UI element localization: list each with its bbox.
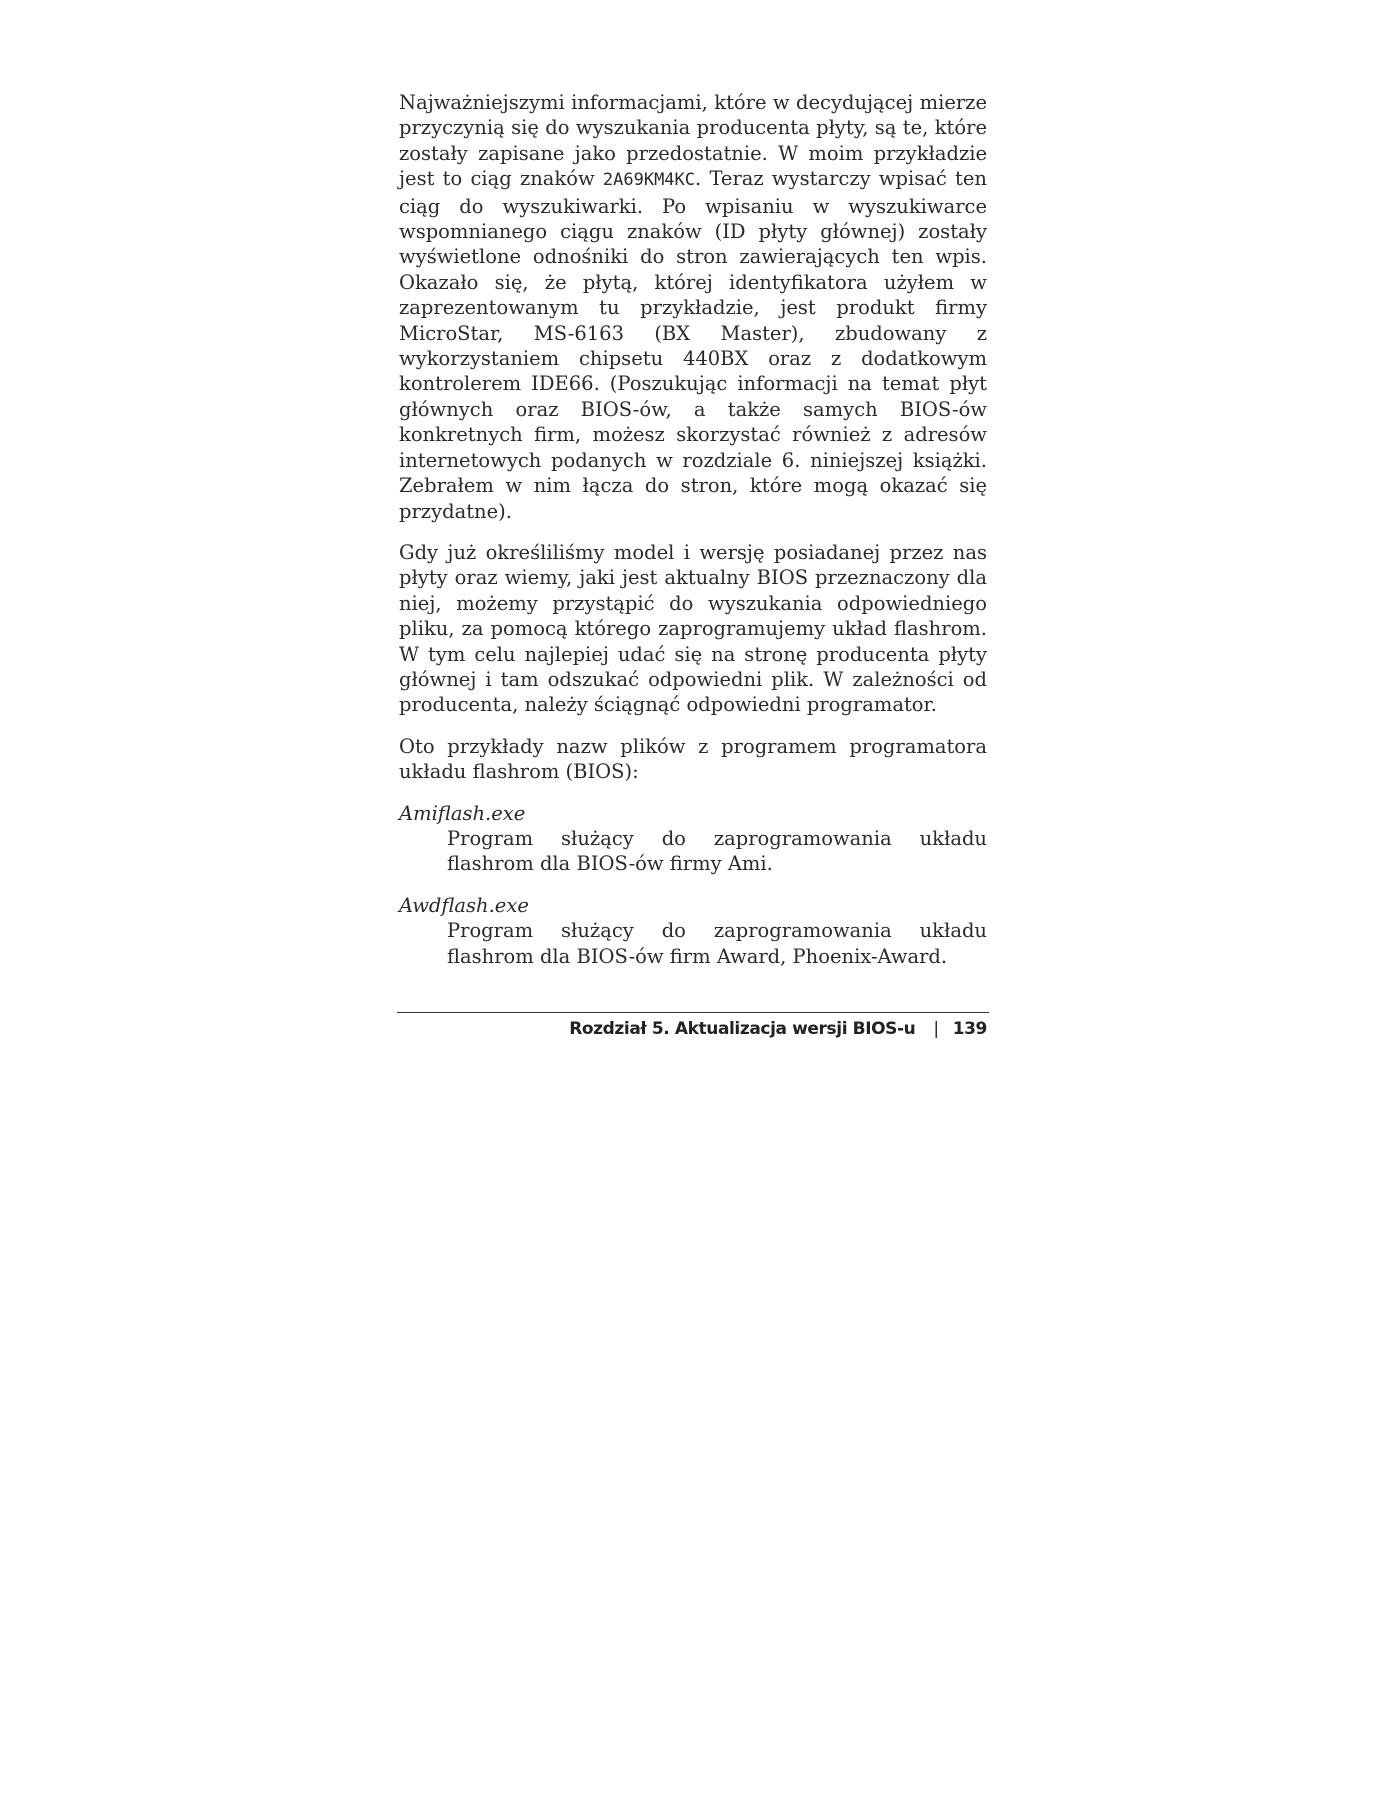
definition-description-amiflash: Program służący do zaprogramowania układu flashrom dla BIOS-ów firmy Ami. xyxy=(447,826,987,876)
paragraph-1-text-end: . Teraz wystarczy wpisać ten ciąg do wyszukiwarki. Po wpisaniu w wyszukiwarce wspomnianego ciągu znaków (ID płyty głównej) zostały wyświetlone odnośniki do stron zawierających ten wpis. Okazało się, że płytą, której identyfikatora użyłem w zaprezentowanym tu przykładzie, jest produkt firmy MicroStar, MS-6163 (BX Master), zbudowany z wykorzystaniem chipsetu 440BX oraz z dodatkowym kontrolerem IDE66. (Poszukując informacji na temat płyt głównych oraz BIOS-ów, a także samych BIOS-ów konkretnych firm, możesz skorzystać również z adresów internetowych podanych w rozdziale 6. niniejszej książki. Zebrałem w nim łącza do stron, które mogą okazać się przydatne). xyxy=(399,167,987,523)
footer-chapter-title: Rozdział 5. Aktualizacja wersji BIOS-u xyxy=(569,1019,916,1039)
board-id-code: 2A69KM4KC xyxy=(602,170,696,191)
footer-divider xyxy=(397,1012,989,1013)
page-footer xyxy=(397,1018,987,1040)
footer-separator: | xyxy=(933,1019,939,1039)
paragraph-3: Oto przykłady nazw plików z programem programatora układu flashrom (BIOS): xyxy=(399,734,987,784)
page-body xyxy=(399,90,987,985)
page-number: 139 xyxy=(952,1019,987,1039)
definition-description-awdflash: Program służący do zaprogramowania układu flashrom dla BIOS-ów firm Award, Phoenix-Award. xyxy=(447,919,987,968)
paragraph-1 xyxy=(399,90,987,524)
definition-list xyxy=(399,801,987,969)
paragraph-2: Gdy już określiliśmy model i wersję posiadanej przez nas płyty oraz wiemy, jaki jest aktualny BIOS przeznaczony dla niej, możemy przystąpić do wyszukania odpowiedniego pliku, za pomocą którego zaprogramujemy układ flashrom. W tym celu najlepiej udać się na stronę producenta płyty głównej i tam odszukać odpowiedni plik. W zależności od producenta, należy ściągnąć odpowiedni programator. xyxy=(399,540,987,717)
definition-term-awdflash: Awdflash.exe xyxy=(399,893,529,917)
definition-term-amiflash: Amiflash.exe xyxy=(399,801,526,825)
paragraph-1-text-start: Najważniejszymi informacjami, które w decydującej mierze przyczynią się do wyszukania producenta płyty, są te, które zostały zapisane jako przedostatnie. W moim przykładzie jest to ciąg znaków xyxy=(399,91,987,191)
